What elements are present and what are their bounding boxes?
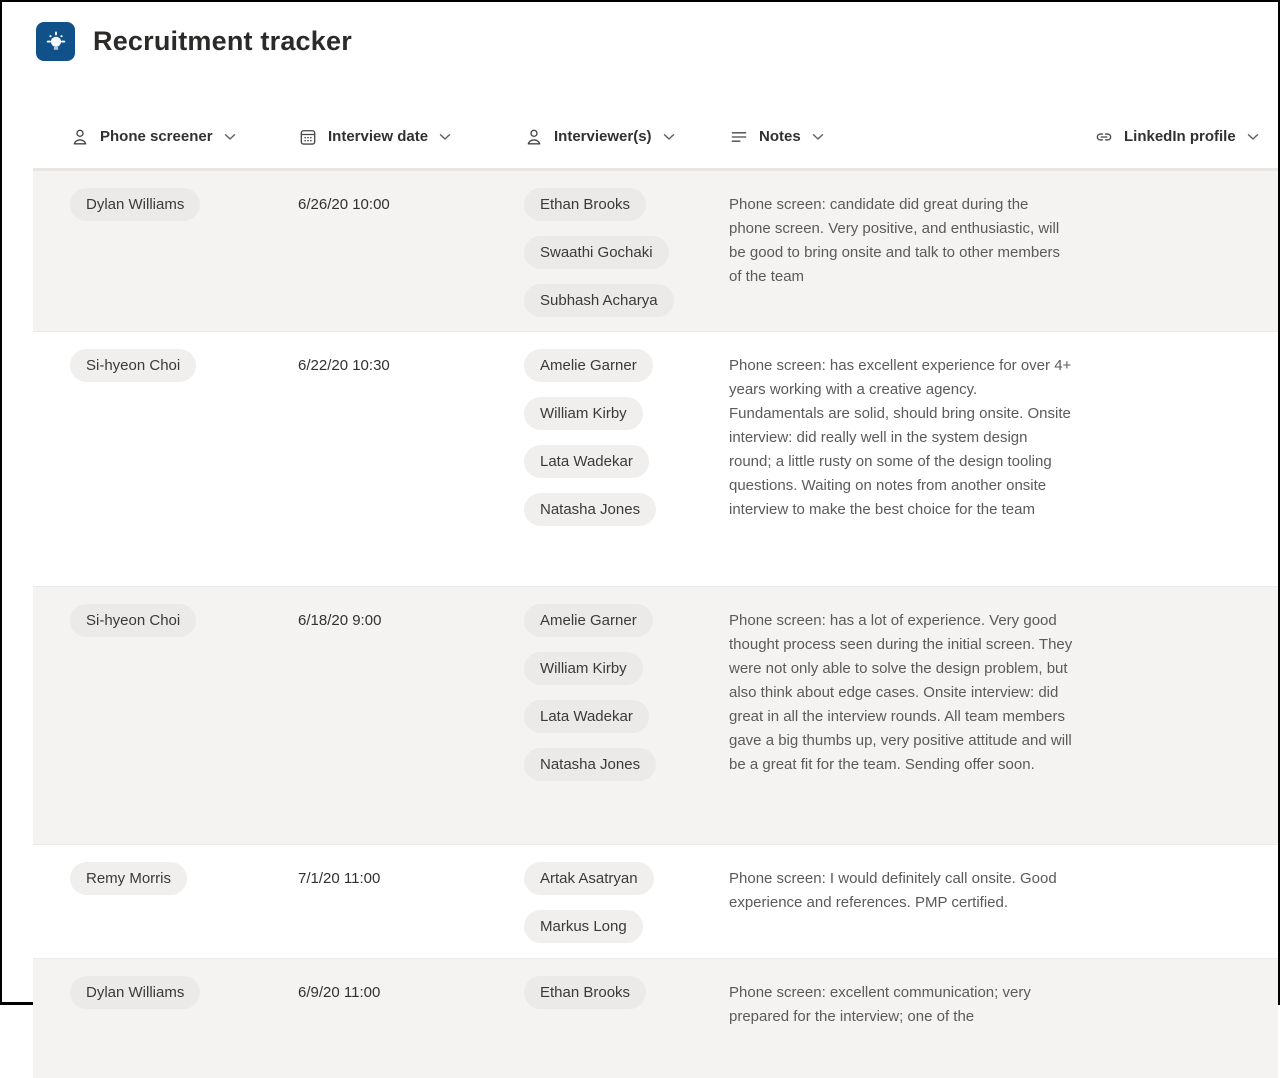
interviewers-cell[interactable] [524,604,729,830]
link-icon [1094,127,1114,147]
interviewers-cell[interactable] [524,976,729,1064]
phone-screener-cell[interactable] [70,349,298,572]
table-row[interactable] [33,168,1278,331]
notes-cell[interactable]: Phone screen: has a lot of experience. Very good thought process seen during the initial screen. They were not only able to solve the design problem, but also think about edge cases. Onsite interview: did great in all the interview rounds. All team members gave a big thumbs up, very positive attitude and will be a great fit for the team. Sending offer soon. [729,612,1073,773]
notes-cell[interactable]: Phone screen: has excellent experience for over 4+ years working with a creative agency. Fundamentals are solid, should bring onsite. Onsite interview: did really well in the system design round; a little rusty on some of the design tooling questions. Waiting on notes from another onsite interview to make the best choice for the team [729,357,1072,518]
table-body [33,168,1278,1078]
interviewer-pill[interactable]: William Kirby [524,652,643,685]
column-header-phone-screener[interactable] [70,127,298,147]
phone-screener-pill[interactable]: Remy Morris [70,862,187,895]
phone-screener-pill[interactable]: Dylan Williams [70,976,200,1009]
interviewer-pill[interactable]: Artak Asatryan [524,862,654,895]
notes-cell[interactable]: Phone screen: candidate did great during the phone screen. Very positive, and enthusiastic, will be good to bring onsite and talk to other members of the team [729,196,1061,285]
interviewer-pill[interactable]: Amelie Garner [524,349,653,382]
calendar-icon [298,127,318,147]
interviewers-cell[interactable] [524,862,729,944]
app-header [2,2,1278,61]
interviewer-pill[interactable]: Ethan Brooks [524,188,646,221]
table-row[interactable] [33,331,1278,586]
notes-cell[interactable]: Phone screen: I would definitely call onsite. Good experience and references. PMP certified. [729,870,1057,911]
column-header-linkedin-profile[interactable] [1094,127,1278,147]
interviewer-pill[interactable]: Lata Wadekar [524,700,649,733]
table-row[interactable] [33,958,1278,1078]
interviewer-pill[interactable]: Amelie Garner [524,604,653,637]
chevron-down-icon [1247,133,1259,141]
phone-screener-cell[interactable] [70,188,298,317]
column-label: Interviewer(s) [554,128,652,145]
interviewer-pill[interactable]: Subhash Acharya [524,284,674,317]
interviewer-pill[interactable]: Lata Wadekar [524,445,649,478]
table-row[interactable] [33,844,1278,958]
text-lines-icon [729,127,749,147]
linkedin-profile-cell[interactable] [1094,349,1278,572]
page-title: Recruitment tracker [93,26,352,56]
person-icon [524,127,544,147]
interviewer-pill[interactable]: Markus Long [524,910,643,943]
interview-date-cell[interactable]: 6/9/20 11:00 [298,984,381,1001]
linkedin-profile-cell[interactable] [1094,976,1278,1064]
column-label: Interview date [328,128,429,145]
phone-screener-cell[interactable] [70,862,298,944]
phone-screener-pill[interactable]: Dylan Williams [70,188,200,221]
interviewers-cell[interactable] [524,349,729,572]
interview-date-cell[interactable]: 6/26/20 10:00 [298,196,390,213]
chevron-down-icon [224,133,236,141]
interviewer-pill[interactable]: Natasha Jones [524,493,656,526]
column-header-interview-date[interactable] [298,127,524,147]
table-header-row [33,105,1278,168]
linkedin-profile-cell[interactable] [1094,604,1278,830]
interviewer-pill[interactable]: William Kirby [524,397,643,430]
chevron-down-icon [663,133,675,141]
column-label: Phone screener [100,128,213,145]
linkedin-profile-cell[interactable] [1094,188,1278,317]
linkedin-profile-cell[interactable] [1094,862,1278,944]
lightbulb-icon [36,22,75,61]
notes-cell[interactable]: Phone screen: excellent communication; very prepared for the interview; one of the [729,984,1031,1025]
interview-date-cell[interactable]: 7/1/20 11:00 [298,870,381,887]
interviewer-pill[interactable]: Natasha Jones [524,748,656,781]
recruitment-table [33,105,1278,1078]
column-header-interviewers[interactable] [524,127,729,147]
phone-screener-cell[interactable] [70,604,298,830]
person-icon [70,127,90,147]
column-header-notes[interactable] [729,127,1094,147]
interviewer-pill[interactable]: Ethan Brooks [524,976,646,1009]
phone-screener-pill[interactable]: Si-hyeon Choi [70,604,196,637]
chevron-down-icon [812,133,824,141]
interviewers-cell[interactable] [524,188,729,317]
table-row[interactable] [33,586,1278,844]
column-label: LinkedIn profile [1124,128,1236,145]
interview-date-cell[interactable]: 6/22/20 10:30 [298,357,390,374]
chevron-down-icon [439,133,451,141]
phone-screener-cell[interactable] [70,976,298,1064]
interview-date-cell[interactable]: 6/18/20 9:00 [298,612,382,629]
interviewer-pill[interactable]: Swaathi Gochaki [524,236,669,269]
column-label: Notes [759,128,801,145]
phone-screener-pill[interactable]: Si-hyeon Choi [70,349,196,382]
